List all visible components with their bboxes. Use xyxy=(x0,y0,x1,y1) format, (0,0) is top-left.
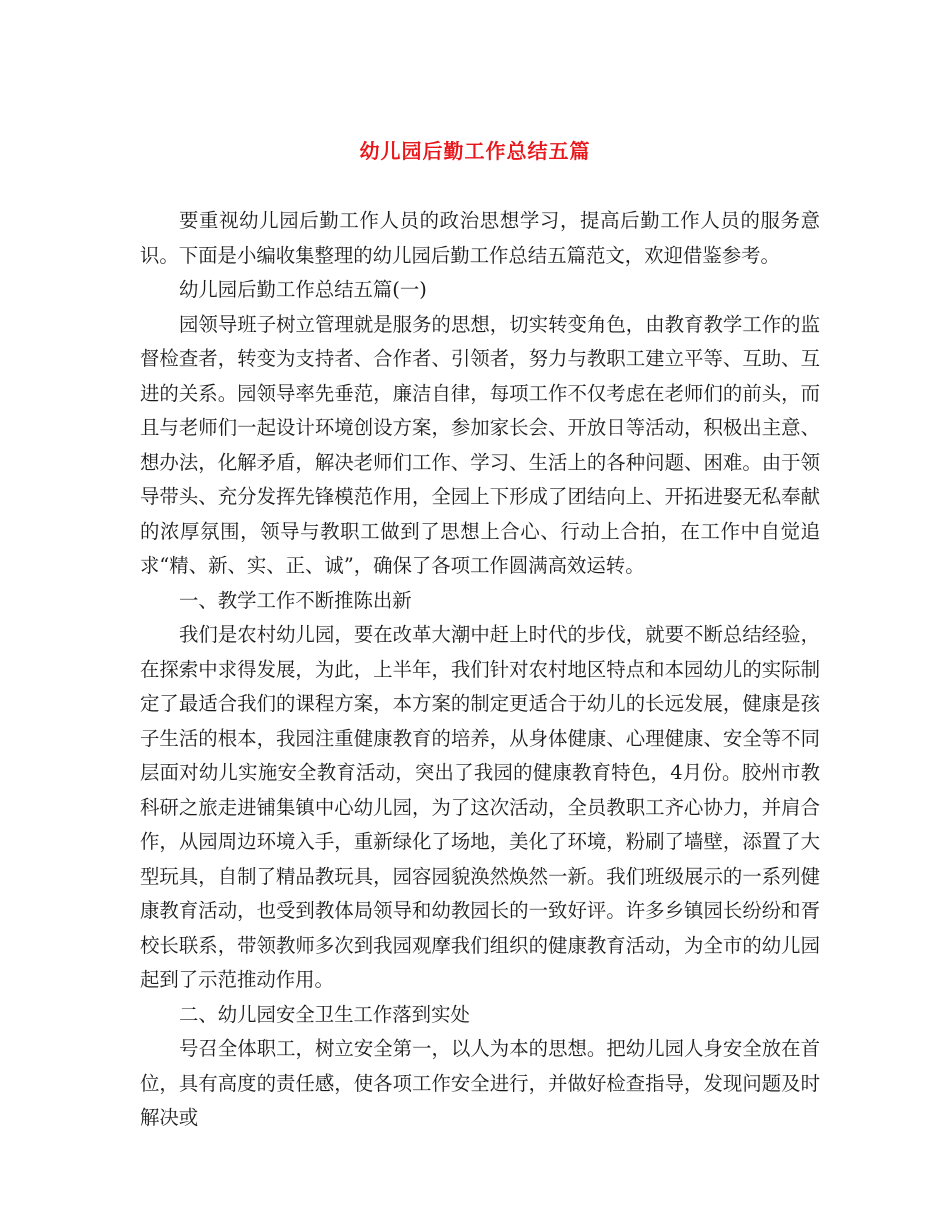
safety-paragraph: 号召全体职工，树立安全第一，以人为本的思想。把幼儿园人身安全放在首位，具有高度的责任感，使各项工作安全进行，并做好检查指导，发现问题及时解决或 xyxy=(140,1037,820,1129)
section-heading-teaching: 一、教学工作不断推陈出新 xyxy=(179,588,412,612)
intro-paragraph: 要重视幼儿园后勤工作人员的政治思想学习，提高后勤工作人员的服务意识。下面是小编收集整理的幼儿园后勤工作总结五篇范文，欢迎借鉴参考。 xyxy=(140,209,820,267)
document-title: 幼儿园后勤工作总结五篇 xyxy=(359,139,591,163)
teaching-paragraph: 我们是农村幼儿园，要在改革大潮中赶上时代的步伐，就要不断总结经验，在探索中求得发展，为此，上半年，我们针对农村地区特点和本园幼儿的实际制定了最适合我们的课程方案，本方案的制定更适合于幼儿的长远发展，健康是孩子生活的根本，我园注重健康教育的培养，从身体健康、心理健康、安全等不同层面对幼儿实施安全教育活动，突出了我园的健康教育特色，4月份。胶州市教科研之旅走进铺集镇中心幼儿园，为了这次活动，全员教职工齐心协力，并肩合作，从园周边环境入手，重新绿化了场地，美化了环境，粉刷了墙壁，添置了大型玩具，自制了精品教玩具，园容园貌涣然焕然一新。我们班级展示的一系列健康教育活动，也受到教体局领导和幼教园长的一致好评。许多乡镇园长纷纷和胥校长联系，带领教师多次到我园观摩我们组织的健康教育活动，为全市的幼儿园起到了示范推动作用。 xyxy=(140,623,820,991)
leadership-paragraph: 园领导班子树立管理就是服务的思想，切实转变角色，由教育教学工作的监督检查者，转变为支持者、合作者、引领者，努力与教职工建立平等、互助、互进的关系。园领导率先垂范，廉洁自律，每项工作不仅考虑在老师们的前头，而且与老师们一起设计环境创设方案，参加家长会、开放日等活动，积极出主意、想办法，化解矛盾，解决老师们工作、学习、生活上的各种问题、困难。由于领导带头、充分发挥先锋模范作用，全园上下形成了团结向上、开拓进娶无私奉献的浓厚氛围，领导与教职工做到了思想上合心、行动上合拍，在工作中自觉追求“精、新、实、正、诚”，确保了各项工作圆满高效运转。 xyxy=(140,312,820,577)
section-heading-safety: 二、幼儿园安全卫生工作落到实处 xyxy=(179,1002,470,1026)
document-body xyxy=(140,204,820,1136)
section-heading-part-one: 幼儿园后勤工作总结五篇(一) xyxy=(179,278,427,301)
